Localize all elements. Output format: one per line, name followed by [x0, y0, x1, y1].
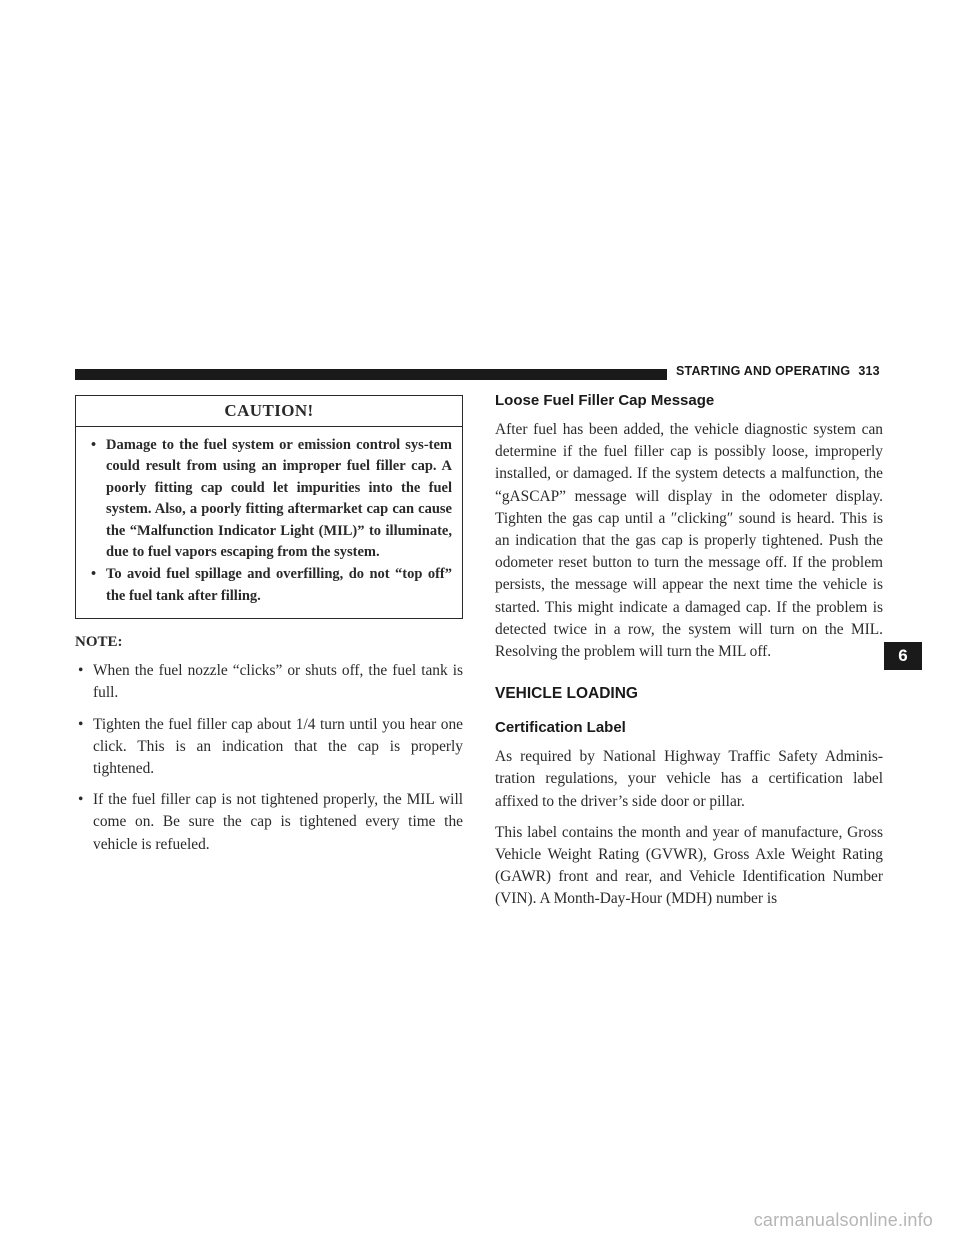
note-item: • When the fuel nozzle “clicks” or shuts off, the fuel tank is full.: [78, 662, 463, 702]
bullet-icon: •: [91, 437, 97, 453]
watermark: carmanualsonline.info: [753, 1210, 933, 1230]
loose-cap-paragraph: After fuel has been added, the vehicle diagnostic system can determine if the fuel filler cap is possibly loose, improperly installed, or damaged. If the system detects a malfunction, the “gASCAP” message will display in the odometer display. Tighten the gas cap until a ″clicking″ sound is heard. This is an indication that the gas cap is properly tightened. Push the odometer reset button to turn the message off. If the problem persists, the message will appear the next time the vehicle is started. This might indicate a damaged cap. If the problem is detected twice in a row, the system will turn on the MIL. Resolving the problem will turn the MIL off.: [495, 421, 883, 661]
note-item: • Tighten the fuel filler cap about 1/4 turn until you hear one click. This is an indication that the cap is properly tightened.: [78, 715, 463, 778]
running-header: [676, 364, 886, 378]
bullet-icon: •: [91, 566, 97, 583]
right-column: [495, 392, 883, 920]
note-list: [75, 660, 463, 856]
bullet-icon: •: [78, 662, 84, 680]
certification-paragraph: As required by National Highway Traffic Safety Adminis-tration regulations, your vehicle has a certification label affixed to the driver’s side door or pillar.: [495, 748, 883, 810]
header-rule: [75, 369, 667, 380]
bullet-icon: •: [78, 715, 84, 733]
caution-list: [76, 427, 462, 618]
caution-box: [75, 395, 463, 619]
page-number: 313: [858, 364, 880, 378]
caution-item: • To avoid fuel spillage and overfilling, do not “top off” the fuel tank after filling.: [91, 566, 452, 604]
note-label: NOTE:: [75, 634, 123, 651]
chapter-tab: 6: [884, 642, 922, 670]
vehicle-loading-heading: VEHICLE LOADING: [495, 685, 638, 703]
left-column: [75, 395, 463, 865]
caution-title: CAUTION!: [76, 396, 462, 427]
certification-label-heading: Certification Label: [495, 719, 626, 737]
section-title: STARTING AND OPERATING: [676, 364, 851, 378]
note-item: • If the fuel filler cap is not tightened properly, the MIL will come on. Be sure the cap is tightened every time the vehicle is refueled.: [78, 791, 463, 853]
certification-paragraph: This label contains the month and year of manufacture, Gross Vehicle Weight Rating (GVWR), Gross Axle Weight Rating (GAWR) front and rear, and Vehicle Identification Number (VIN). A Month-Day-Hour (MDH) number is: [495, 823, 883, 908]
caution-item: • Damage to the fuel system or emission control sys-tem could result from using an improper fuel filler cap. A poorly fitting cap could let impurities into the fuel system. Also, a poorly fitting aftermarket cap can cause the “Malfunction Indicator Light (MIL)” to illuminate, due to fuel vapors escaping from the system.: [91, 437, 452, 561]
bullet-icon: •: [78, 791, 84, 809]
loose-cap-heading: Loose Fuel Filler Cap Message: [495, 392, 715, 409]
